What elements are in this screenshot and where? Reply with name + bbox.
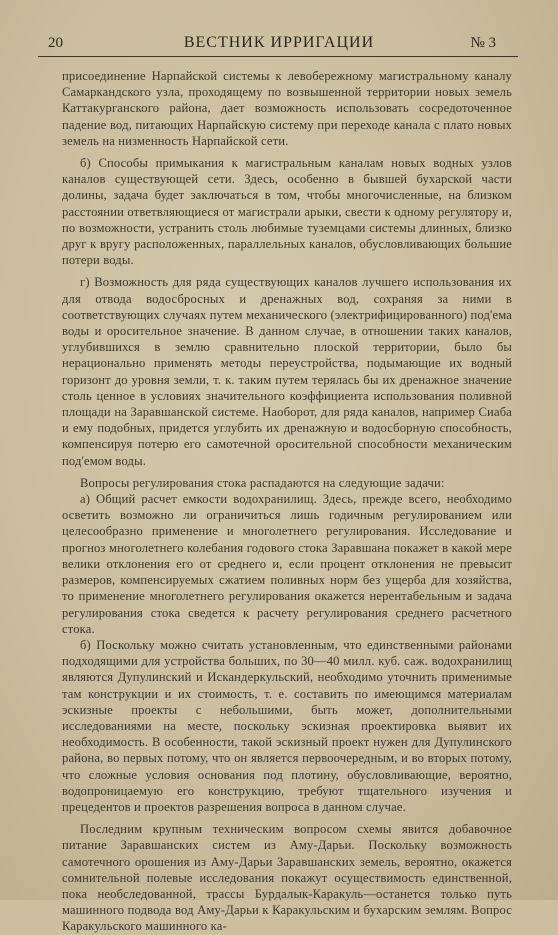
paragraph-runoff-tasks: Вопросы регулирования стока распадаются на следующие задачи: xyxy=(80,475,445,490)
paragraph-g-drainage: г) Возможность для ряда существующих каналов лучшего использования их для отвода водосбросных и дренажных вод, сохраняя за ними в соответствующих случаях путем механического (электрифицированного) под'ема воды и оросительное значение. В данном случае, в отношении таких каналов, углубившихся в землю сравнительно плоской территории, было бы нерационально применять методы переустройства, подымающие их водный горизонт до уровня земли, т. к. таким путем терялась бы их дренажное значение столь ценное в условиях значительного коэффициента использования поливной площади на Заравшанской системе. Наоборот, для ряда каналов, например Сиаба и ему подобных, придется углубить их дренажную и водосборную способность, компенсируя потерю его самотечной оросительной способности механическим под'емом воды. xyxy=(62,275,512,468)
article-body xyxy=(62,68,512,935)
paragraph-a-reservoirs: а) Общий расчет емкости водохранилищ. Здесь, прежде всего, необходимо осветить возможно ли ограничиться лишь годичным регулированием или целесообразно применение и многолетнего регулирования. Исследование и прогноз многолетнего колебания годового стока Заравшана покажет в какой мере велики отклонения его от среднего и, если процент отклонения не превысит размеров, компенсируемых сжатием поливных норм без ущерба для хозяйства, то применение многолетнего регулирования окажется нерентабельным и задача регулирования стока сведется к расчету регулирования среднего расчетного стока. xyxy=(62,492,512,636)
issue-number: № 3 xyxy=(470,35,496,51)
paragraph-b-projects: б) Поскольку можно считать установленным, что единственными районами подходящими для устройства больших, по 30—40 милл. куб. саж. водохранилищ являются Дупулинский и Искандеркульский, необходимо уточнить применимые там конструкции и их стоимость, т. е. составить по имеющимся материалам эскизные проекты с небольшими, быть может, дополнительными исследованиями на месте, поскольку эскизная проектировка выявит их необходимость. В особенности, такой эскизный проект нужен для Дупулинского района, во первых потому, что он является первоочередным, и во вторых потому, что сложные условия основания под плотину, обусловливающие, вероятно, водопроницаемую его конструкцию, требуют тщательного изучения и прецедентов и проектов разрешения вопроса в данном случае. xyxy=(62,637,512,814)
paragraph-amu-darya: Последним крупным техническим вопросом схемы явится добавочное питание Заравшанских систем из Аму-Дарьи. Поскольку возможность самотечного орошения из Аму-Дарьи Заравшанских земель, вероятно, окажется сомнительной полевые исследования покажут осуществимость единственной, пока необследованной, трассы Бурдалык-Каракуль—останется только путь машинного подвода вод Аму-Дарьи к Каракульским и бухарским землям. Вопрос Каракульского машинного ка- xyxy=(62,822,512,934)
paragraph-b-junctions: б) Способы примыкания к магистральным каналам новых водных узлов каналов существующей сети. Здесь, особенно в бывшей бухарской части долины, задача будет заключаться в том, чтобы многочисленные, на близком расстоянии ответвляющиеся от магистрали арыки, свести к одному регулятору и, по возможности, устранить столь любимые туземцами системы длинных, близко друг к вругу расположенных, параллельных каналов, обусловливающих большие потери воды. xyxy=(62,156,512,268)
running-header xyxy=(40,33,518,55)
page-number: 20 xyxy=(48,35,63,51)
header-rule xyxy=(38,56,518,57)
journal-title: ВЕСТНИК ИРРИГАЦИИ xyxy=(183,34,375,51)
paragraph-continuation: присоединение Нарпайской системы к левобережному магистральному каналу Самаркандского узла, проходящему по возвышенной территории новых земель Каттакурганского района, дает возможность использовать сосредоточенное падение вод, питающих Нарпайскую систему при переходе канала с плато новых земель на низменность Нарпайской сети. xyxy=(62,69,512,148)
